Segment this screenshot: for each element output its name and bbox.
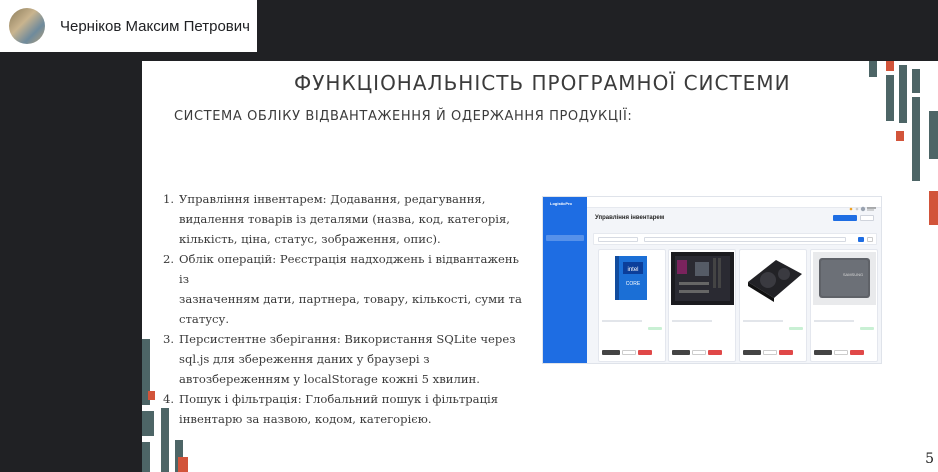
product-image-gpu (742, 252, 805, 305)
app-export-button (860, 215, 874, 221)
slide-page-number: 5 (925, 451, 934, 467)
feature-item (162, 189, 522, 249)
feature-item (162, 249, 522, 329)
feature-text (179, 329, 522, 389)
feature-line: автозбереженням у localStorage кожні 5 хвилин. (179, 372, 480, 386)
feature-list (162, 189, 522, 429)
app-filter-row (593, 233, 877, 245)
card-button (850, 350, 864, 355)
card-button (692, 350, 706, 355)
card-button (622, 350, 636, 355)
decorative-bar (161, 408, 169, 472)
app-add-button (833, 215, 857, 221)
card-button (779, 350, 793, 355)
nav-item-active (546, 235, 584, 241)
app-filter-search (644, 237, 846, 242)
product-name (743, 308, 805, 316)
feature-line: Персистентне зберігання: Використання SQLite через (179, 332, 516, 346)
feature-line: кількість, ціна, статус, зображення, опис). (179, 232, 441, 246)
decorative-bar (886, 75, 894, 121)
product-image-cpu (601, 252, 664, 305)
nav-item (546, 275, 584, 281)
app-user-menu (849, 199, 877, 205)
decorative-bar (148, 391, 155, 400)
feature-line: Облік операцій: Реєстрація надходжень і відвантажень із (179, 252, 519, 286)
decorative-bar (899, 65, 907, 123)
feature-text (179, 249, 522, 329)
product-image-motherboard (671, 252, 734, 305)
decorative-bar (869, 61, 877, 77)
card-button (672, 350, 690, 355)
app-screenshot (542, 196, 882, 364)
nav-item (546, 265, 584, 271)
participant-avatar (9, 8, 45, 44)
app-sidebar (543, 197, 587, 363)
product-card (668, 249, 736, 362)
svg-text:SAMSUNG: SAMSUNG (842, 272, 864, 277)
feature-item (162, 389, 522, 429)
product-name (602, 308, 664, 316)
product-image-ssd (813, 252, 876, 305)
product-card (810, 249, 878, 362)
feature-line: sql.js для збереження даних у браузері з (179, 352, 430, 366)
participant-tile[interactable] (0, 0, 257, 52)
product-card (739, 249, 807, 362)
decorative-bar (142, 411, 154, 436)
nav-item (546, 285, 584, 291)
card-button (743, 350, 761, 355)
app-grid-view-button (858, 237, 864, 242)
feature-number: 4. (162, 392, 174, 406)
decorative-bar (178, 457, 188, 472)
nav-item (546, 295, 584, 301)
slide-title: ФУНКЦІОНАЛЬНІСТЬ ПРОГРАМНОЇ СИСТЕМИ (294, 71, 791, 95)
feature-item (162, 329, 522, 389)
feature-number: 3. (162, 332, 174, 346)
product-status-badge (648, 327, 662, 330)
decorative-bar (912, 69, 920, 93)
app-logo: LogisticPro (550, 201, 573, 206)
slide-subtitle: СИСТЕМА ОБЛІКУ ВІДВАНТАЖЕННЯ Й ОДЕРЖАННЯ ПРОДУКЦІЇ: (174, 109, 633, 124)
app-list-view-button (867, 237, 873, 242)
decorative-bar (896, 131, 904, 141)
product-meta (602, 320, 642, 322)
card-button (708, 350, 722, 355)
decorative-bar (929, 191, 938, 225)
feature-line: зазначенням дати, партнера, товару, кількості, суми та (179, 292, 522, 306)
presentation-slide (142, 61, 938, 472)
decorative-bar (886, 61, 894, 71)
feature-line: інвентарю за назвою, кодом, категорією. (179, 412, 432, 426)
feature-line: статусу. (179, 312, 230, 326)
product-status-badge (860, 327, 874, 330)
product-status-badge (789, 327, 803, 330)
product-meta (672, 320, 712, 322)
app-filter-select (598, 237, 638, 242)
app-page-heading: Управління інвентарем (595, 215, 665, 221)
card-button (763, 350, 777, 355)
svg-text:CORE: CORE (625, 281, 641, 287)
decorative-bar (142, 442, 150, 472)
feature-line: Управління інвентарем: Додавання, редагування, (179, 192, 486, 206)
app-topbar (587, 197, 881, 208)
card-button (638, 350, 652, 355)
decorative-bar (912, 97, 920, 181)
product-meta (743, 320, 783, 322)
nav-item (546, 255, 584, 261)
feature-line: Пошук і фільтрація: Глобальний пошук і фільтрація (179, 392, 499, 406)
nav-item (546, 245, 584, 251)
product-card (598, 249, 666, 362)
decorative-bar (929, 111, 938, 159)
svg-text:intel: intel (627, 267, 639, 273)
product-meta (814, 320, 854, 322)
feature-number: 1. (162, 192, 174, 206)
product-name (814, 308, 876, 316)
feature-text (179, 389, 522, 429)
card-button (814, 350, 832, 355)
feature-text (179, 189, 522, 249)
participant-name: Черніков Максим Петрович (60, 17, 250, 35)
product-name (672, 308, 734, 316)
nav-item (546, 225, 584, 231)
feature-line: видалення товарів із деталями (назва, код, категорія, (179, 212, 510, 226)
card-button (602, 350, 620, 355)
card-button (834, 350, 848, 355)
feature-number: 2. (162, 252, 174, 266)
